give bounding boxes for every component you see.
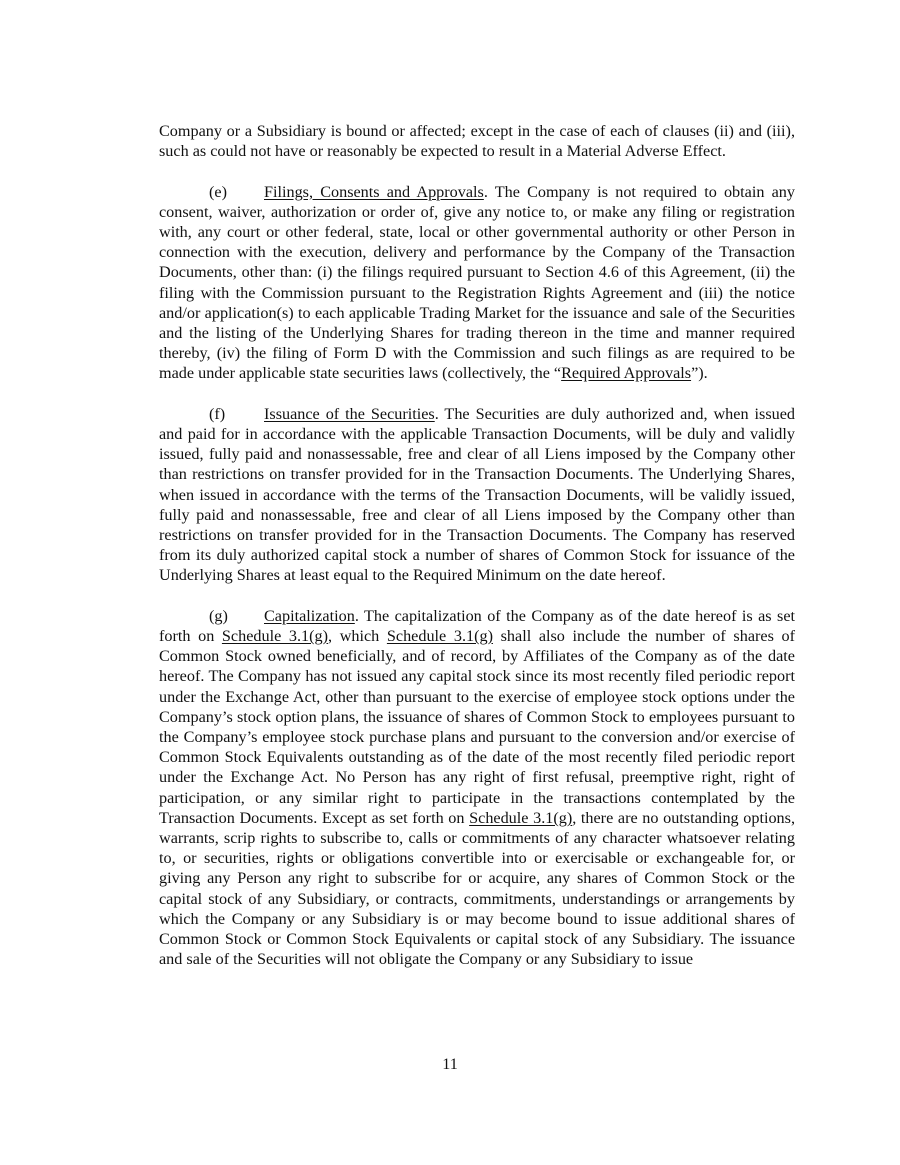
section-g-body-3: shall also include the number of shares of Common Stock owned beneficially, and of record, by Affiliates of the Company as of the date hereof. The Company has not issued any capital stock since its most recently filed periodic report under the Exchange Act, other than pursuant to the exercise of employee stock options under the Company’s stock option plans, the issuance of shares of Common Stock to employees pursuant to the Company’s employee stock purchase plans and pursuant to the conversion and/or exercise of Common Stock Equivalents outstanding as of the date of the most recently filed periodic report under the Exchange Act. No Person has any right of first refusal, preemptive right, right of participation, or any similar right to participate in the transactions contemplated by the Transaction Documents. Except as set forth on — [159, 627, 795, 827]
section-g-paragraph — [159, 606, 795, 970]
page-number: 11 — [442, 1055, 458, 1073]
section-f-paragraph — [159, 404, 795, 586]
schedule-reference: Schedule 3.1(g) — [221, 627, 329, 646]
section-e-defined-term: Required Approvals — [561, 364, 692, 383]
intro-text: Company or a Subsidiary is bound or affected; except in the case of each of clauses (ii) and (iii), such as could not have or reasonably be expected to result in a Material Adverse Effect. — [159, 122, 795, 161]
section-f-body: . The Securities are duly authorized and, when issued and paid for in accordance with the applicable Transaction Documents, will be duly and validly issued, fully paid and nonassessable, free and clear of all Liens imposed by the Company other than restrictions on transfer provided for in the Transaction Documents. The Underlying Shares, when issued in accordance with the terms of the Transaction Documents, will be validly issued, fully paid and nonassessable, free and clear of all Liens imposed by the Company other than restrictions on transfer provided for in the Transaction Documents. The Company has reserved from its duly authorized capital stock a number of shares of Common Stock for issuance of the Underlying Shares at least equal to the Required Minimum on the date hereof. — [159, 404, 795, 585]
section-f-marker: (f) — [209, 404, 226, 423]
section-g-body-4: , there are no outstanding options, warrants, scrip rights to subscribe to, calls or commitments of any character whatsoever relating to, or securities, rights or obligations convertible into or exercisable or exchangeable for, or giving any Person any right to subscribe for or acquire, any shares of Common Stock or the capital stock of any Subsidiary, or contracts, commitments, understandings or arrangements by which the Company or any Subsidiary is or may become bound to issue additional shares of Common Stock or Common Stock Equivalents or capital stock of any Subsidiary. The issuance and sale of the Securities will not obligate the Company or any Subsidiary to issue — [159, 808, 795, 969]
section-f-heading: Issuance of the Securities — [264, 404, 435, 423]
section-e-paragraph — [159, 182, 795, 384]
section-e-heading: Filings, Consents and Approvals — [264, 182, 484, 201]
section-e-marker: (e) — [209, 182, 227, 201]
section-g-body-2: , which — [328, 627, 387, 646]
section-g-body-1: . The capitalization of the Company as of the date hereof is as set forth on — [159, 606, 795, 646]
section-e-body-1: . The Company is not required to obtain any consent, waiver, authorization or order of, give any notice to, or make any filing or registration with, any court or other federal, state, local or other governmental authority or other Person in connection with the execution, delivery and performance by the Company of the Transaction Documents, other than: (i) the filings required pursuant to Section 4.6 of this Agreement, (ii) the filing with the Commission pursuant to the Registration Rights Agreement and (iii) the notice and/or application(s) to each applicable Trading Market for the issuance and sale of the Securities and the listing of the Underlying Shares for trading thereon in the time and manner required thereby, (iv) the filing of Form D with the Commission and such filings as are required to be made under applicable state securities laws (collectively, the “ — [159, 182, 795, 383]
schedule-reference: Schedule 3.1(g) — [386, 627, 493, 646]
section-g-marker: (g) — [209, 606, 228, 625]
section-e-body-2: ”). — [691, 364, 708, 383]
document-body — [159, 121, 795, 990]
schedule-reference: Schedule 3.1(g) — [469, 808, 573, 827]
intro-paragraph — [159, 121, 795, 161]
section-g-heading: Capitalization — [264, 606, 355, 625]
